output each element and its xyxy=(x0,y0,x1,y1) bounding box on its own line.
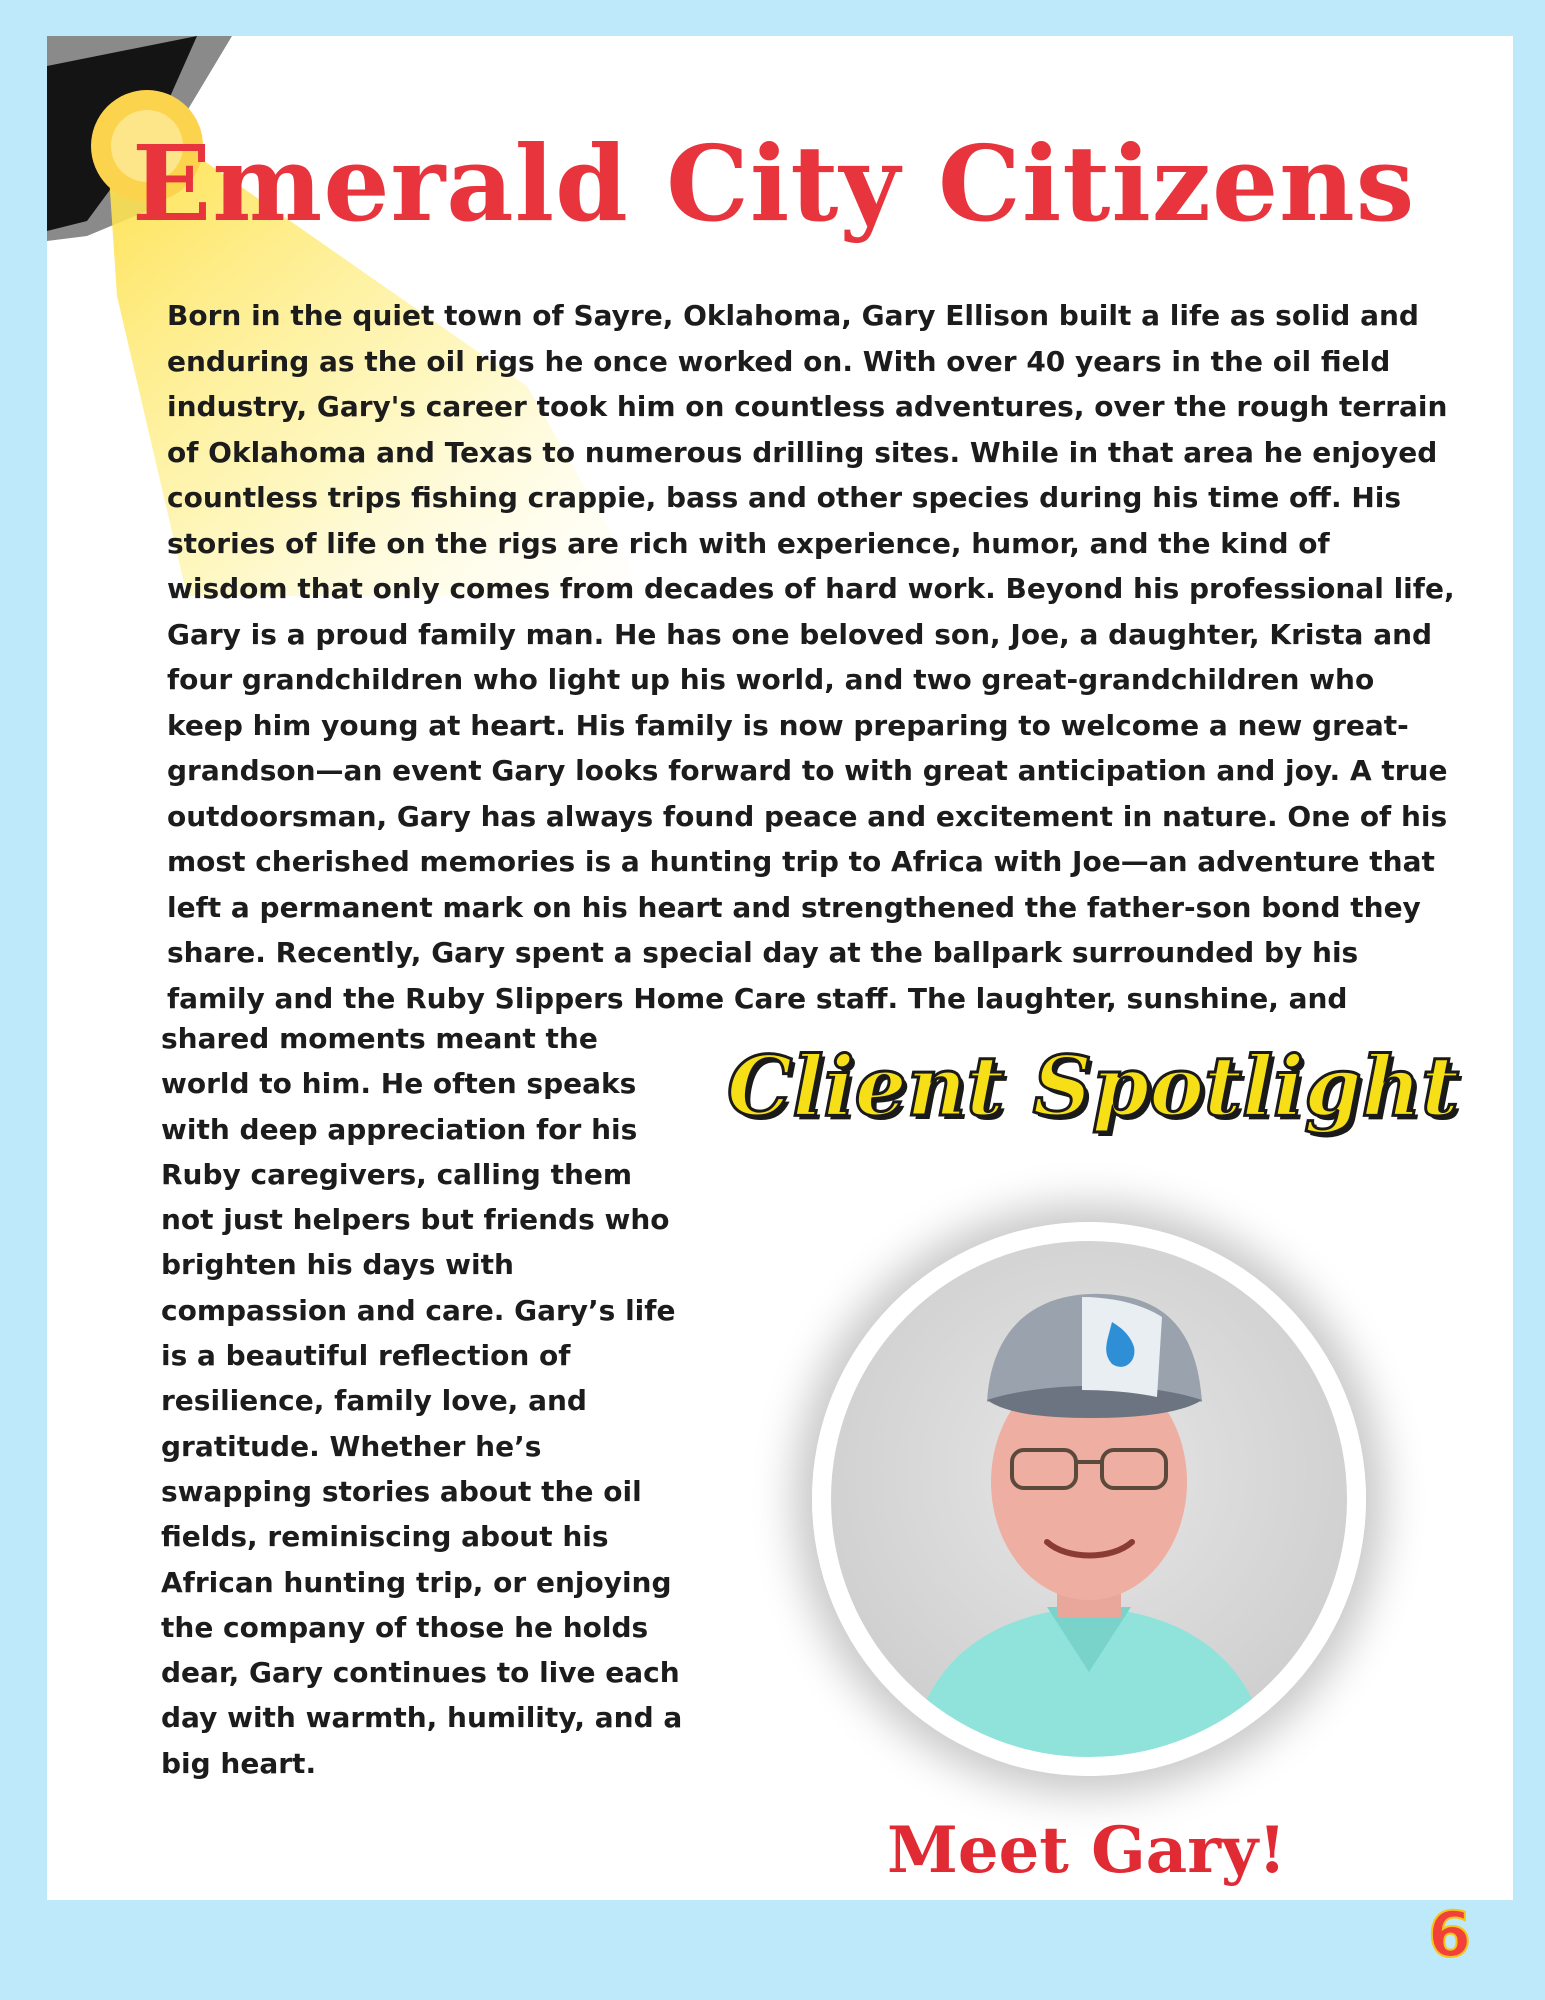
client-spotlight-heading: Client Spotlight xyxy=(727,1039,1460,1135)
page-number: 6 xyxy=(1428,1898,1472,1971)
meet-gary-caption: Meet Gary! xyxy=(887,1813,1287,1888)
story-paragraph-bottom: shared moments meant the world to him. He often speaks with deep appreciation for his Ruby caregivers, calling them not just helpers but friends who brighten his days with compassion and care. Gary’s life is a beautiful reflection of resilience, family love, and gratitude. Whether he’s swapping stories about the oil fields, reminiscing about his African hunting trip, or enjoying the company of those he holds dear, Gary continues to live each day with warmth, humility, and a big heart. xyxy=(161,1022,683,1780)
portrait-photo-icon xyxy=(812,1222,1366,1776)
page-panel xyxy=(47,36,1513,1900)
story-paragraph-top: Born in the quiet town of Sayre, Oklahoma, Gary Ellison built a life as solid and enduring as the oil rigs he once worked on. With over 40 years in the oil field industry, Gary's career took him on countless adventures, over the rough terrain of Oklahoma and Texas to numerous drilling sites. While in that area he enjoyed countless trips fishing crappie, bass and other species during his time off. His stories of life on the rigs are rich with experience, humor, and the kind of wisdom that only comes from decades of hard work. Beyond his professional life, Gary is a proud family man. He has one beloved son, Joe, a daughter, Krista and four grandchildren who light up his world, and two great-grandchildren who keep him young at heart. His family is now preparing to welcome a new great-grandson—an event Gary looks forward to with great anticipation and joy. A true outdoorsman, Gary has always found peace and excitement in nature. One of his most cherished memories is a hunting trip to Africa with Joe—an adventure that left a permanent mark on his heart and strengthened the father-son bond they share. Recently, Gary spent a special day at the ballpark surrounded by his family and the Ruby Slippers Home Care staff. The laughter, sunshine, and xyxy=(167,299,1455,1015)
page-title: Emerald City Citizens xyxy=(132,122,1416,245)
